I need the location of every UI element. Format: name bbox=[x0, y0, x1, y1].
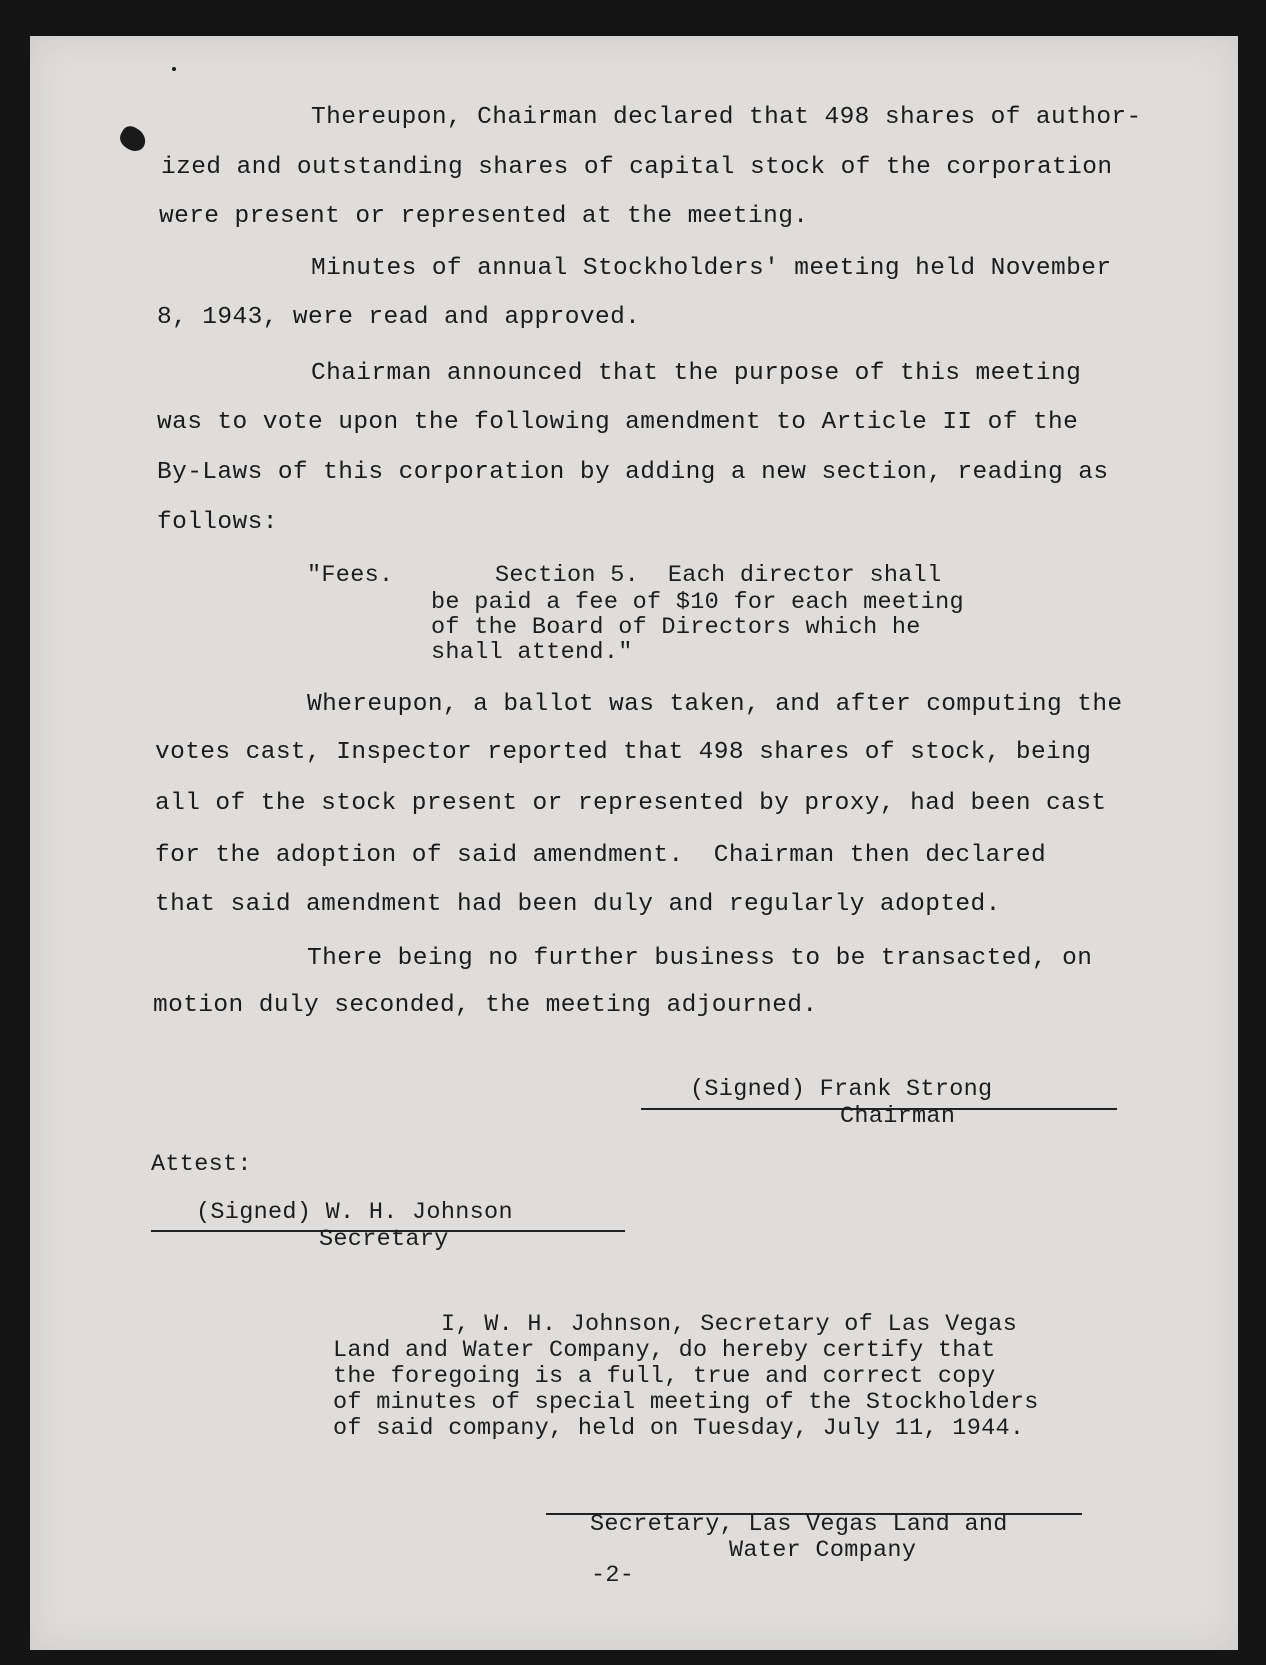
certification-line: Land and Water Company, do hereby certify that bbox=[333, 1337, 996, 1364]
body-line: 8, 1943, were read and approved. bbox=[157, 304, 641, 331]
certification-line: of said company, held on Tuesday, July 11, 1944. bbox=[333, 1415, 1025, 1442]
scan-dot bbox=[172, 67, 176, 71]
bylaw-line: shall attend." bbox=[431, 639, 633, 666]
body-line: By-Laws of this corporation by adding a new section, reading as bbox=[157, 459, 1109, 486]
bylaw-heading: "Fees. bbox=[307, 562, 394, 589]
secretary-title: Secretary bbox=[319, 1226, 449, 1253]
chairman-title: Chairman bbox=[840, 1103, 956, 1130]
body-line: for the adoption of said amendment. Chairman then declared bbox=[155, 842, 1047, 869]
body-line: that said amendment had been duly and regularly adopted. bbox=[155, 891, 1001, 918]
certification-line: I, W. H. Johnson, Secretary of Las Vegas bbox=[441, 1311, 1018, 1338]
body-line: follows: bbox=[157, 509, 278, 536]
final-signature-line1: Secretary, Las Vegas Land and bbox=[590, 1511, 1008, 1538]
chairman-signed-name: (Signed) Frank Strong bbox=[690, 1076, 993, 1103]
bylaw-line: of the Board of Directors which he bbox=[431, 614, 921, 641]
body-line: votes cast, Inspector reported that 498 shares of stock, being bbox=[155, 739, 1092, 766]
secretary-signed-name: (Signed) W. H. Johnson bbox=[196, 1199, 513, 1226]
bylaw-line: Section 5. Each director shall bbox=[495, 562, 942, 589]
body-line: were present or represented at the meeting. bbox=[159, 203, 809, 230]
final-signature-line2: Water Company bbox=[729, 1537, 917, 1564]
body-line: motion duly seconded, the meeting adjourned. bbox=[153, 992, 818, 1019]
certification-line: the foregoing is a full, true and correct copy bbox=[333, 1363, 996, 1390]
page-number: -2- bbox=[591, 1562, 635, 1589]
certification-line: of minutes of special meeting of the Stockholders bbox=[333, 1389, 1039, 1416]
body-line: Whereupon, a ballot was taken, and after computing the bbox=[307, 691, 1123, 718]
body-line: Thereupon, Chairman declared that 498 shares of author- bbox=[311, 104, 1142, 131]
body-line: Chairman announced that the purpose of this meeting bbox=[311, 360, 1082, 387]
body-line: Minutes of annual Stockholders' meeting held November bbox=[311, 255, 1112, 282]
attest-label: Attest: bbox=[151, 1151, 252, 1178]
bylaw-line: be paid a fee of $10 for each meeting bbox=[431, 589, 964, 616]
body-line: was to vote upon the following amendment to Article II of the bbox=[157, 409, 1079, 436]
body-line: all of the stock present or represented by proxy, had been cast bbox=[155, 790, 1107, 817]
scan-mark bbox=[116, 123, 150, 155]
body-line: There being no further business to be transacted, on bbox=[307, 945, 1093, 972]
body-line: ized and outstanding shares of capital stock of the corporation bbox=[161, 154, 1113, 181]
